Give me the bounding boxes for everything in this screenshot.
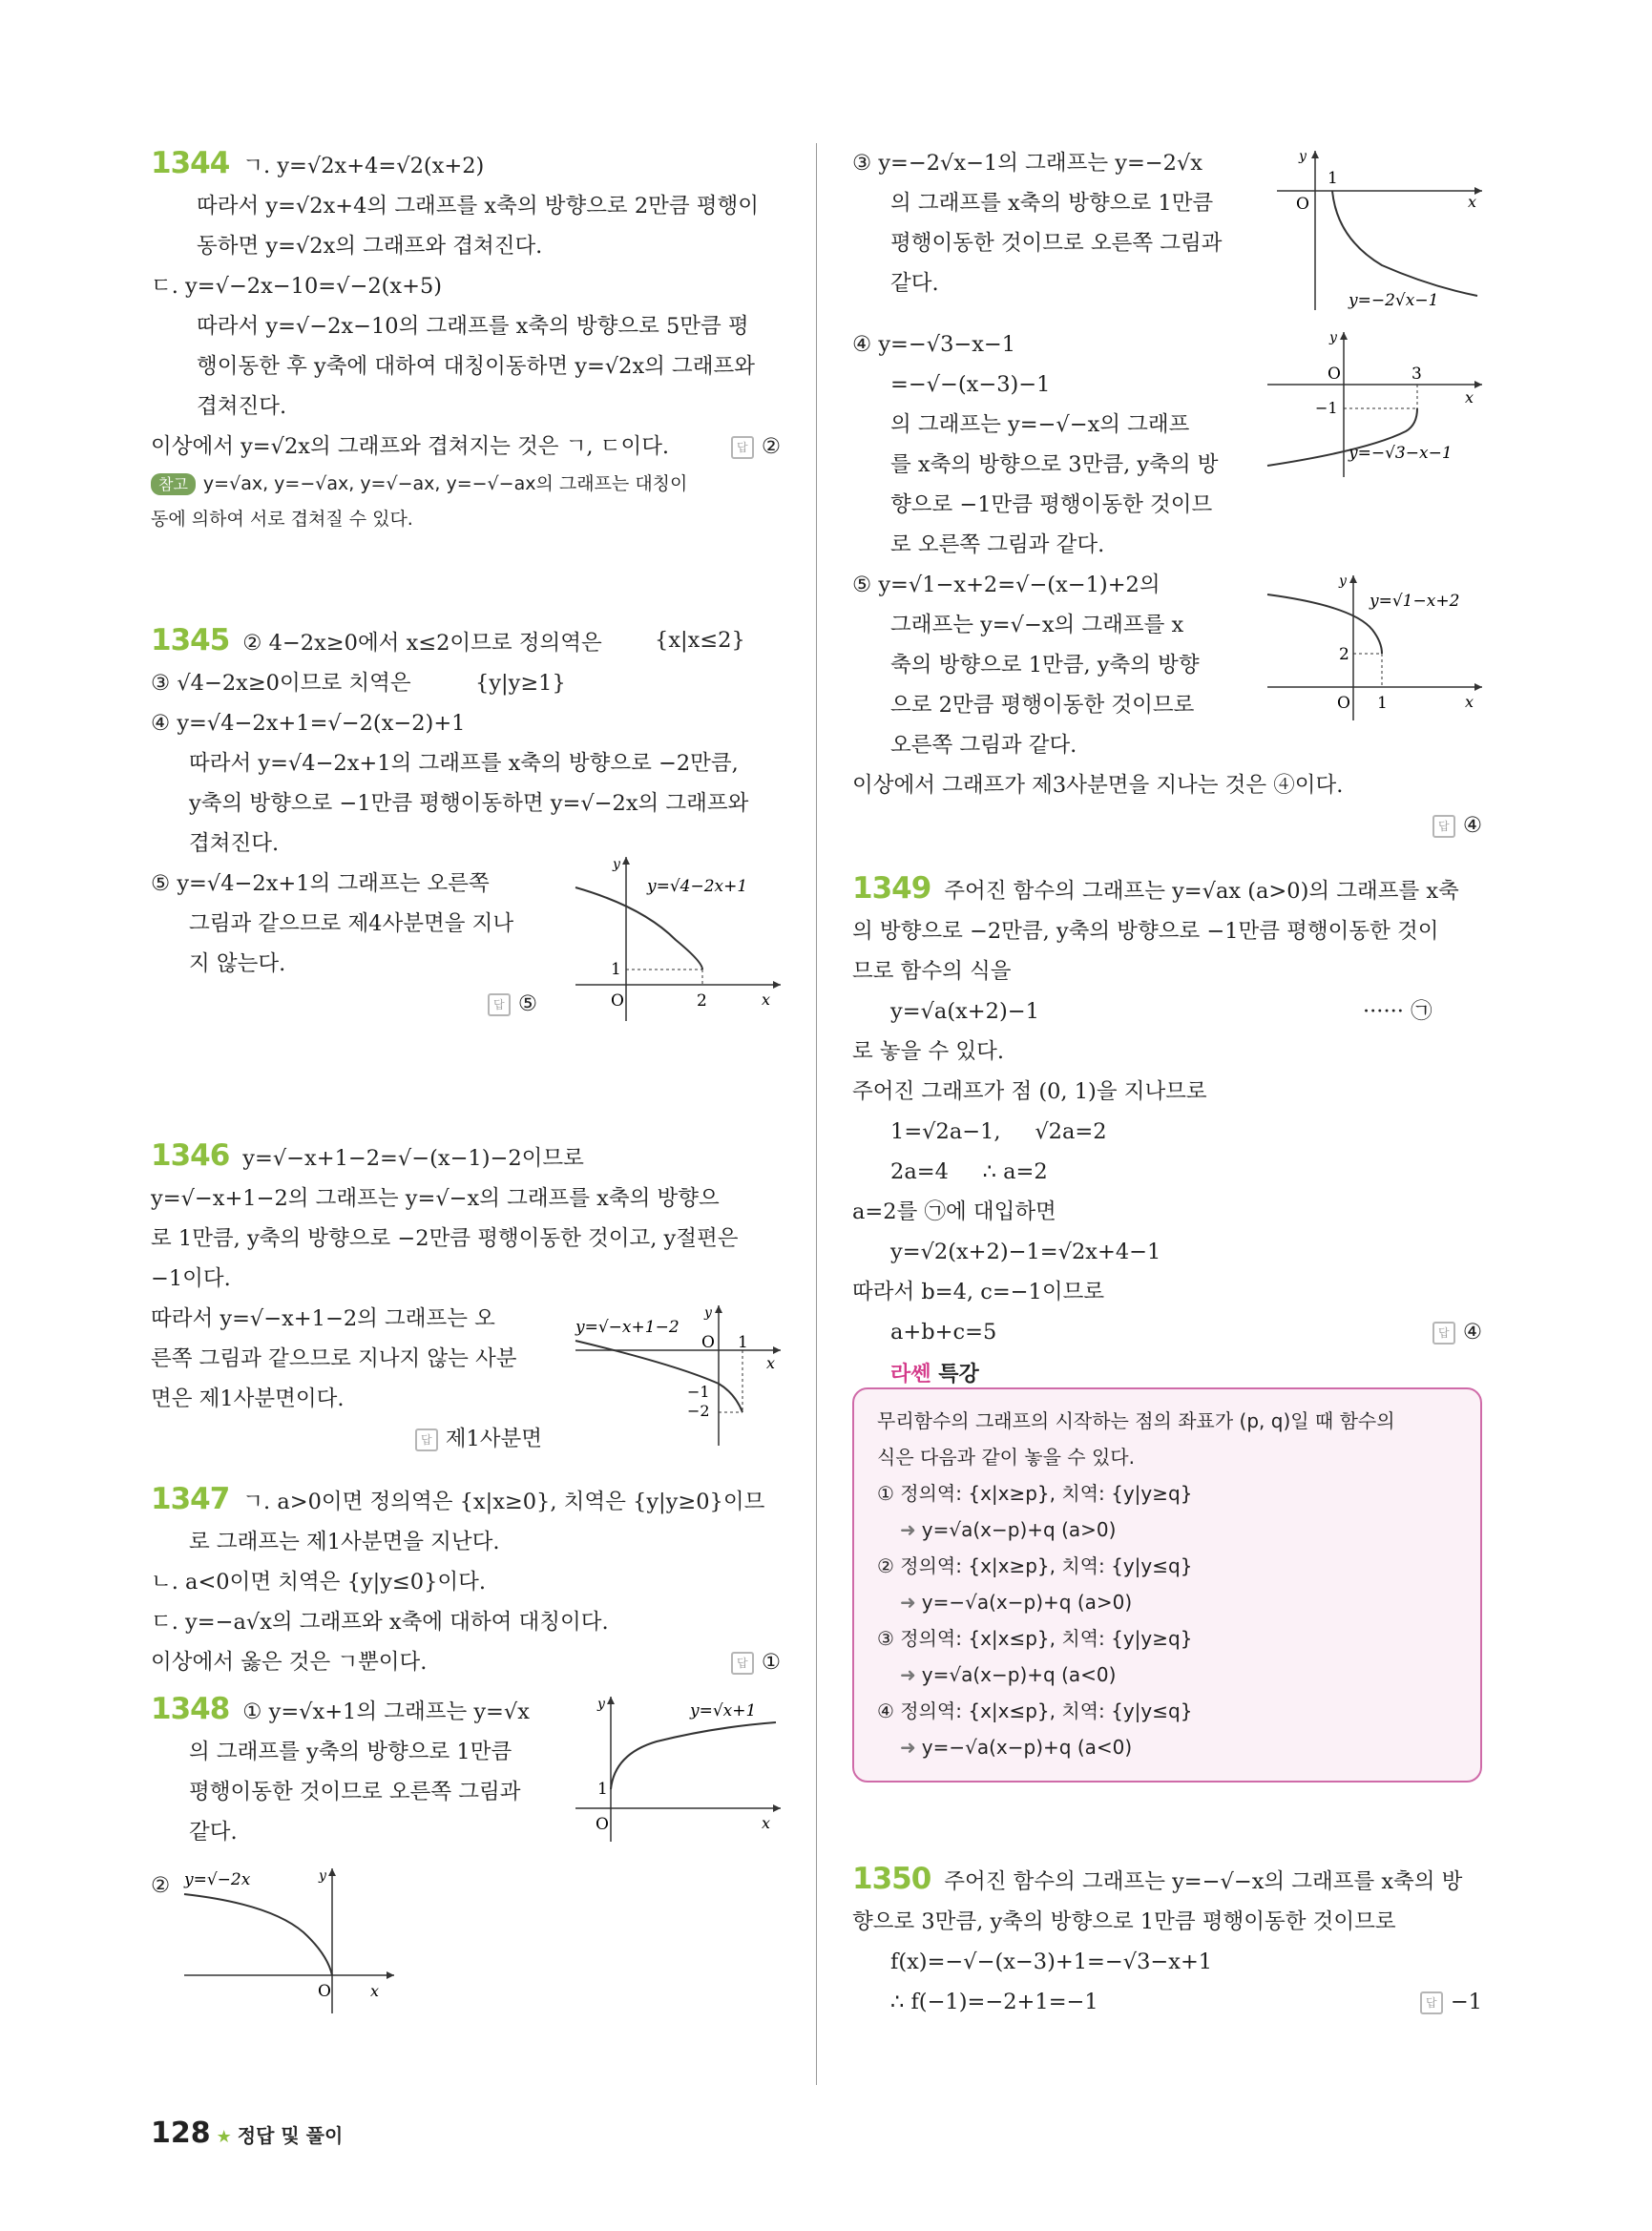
p1345-line7: ⑤ y=√4−2x+1의 그래프는 오른쪽 [151, 871, 490, 896]
problem-1349 [852, 868, 1482, 1352]
note-line1: y=√ax, y=−√ax, y=√−ax, y=−√−ax의 그래프는 대칭이 [202, 473, 688, 494]
column-divider [816, 143, 817, 2085]
p1346-line1 [151, 1136, 781, 1178]
problem-1350 [852, 1859, 1482, 2022]
p1346-line7: 면은 제1사분면이다. [151, 1387, 345, 1411]
tip-title-brand: 라쎈 [890, 1363, 931, 1387]
curve [184, 1894, 332, 1975]
p1349-text: 주어진 함수의 그래프는 y=√ax (a>0)의 그래프를 x축 [944, 879, 1459, 904]
y-axis-label: y [319, 1868, 326, 1884]
tip-formula-text: y=√a(x−p)+q (a>0) [921, 1518, 1117, 1541]
p1348-line3: 평행이동한 것이므로 오른쪽 그림과 [189, 1780, 521, 1804]
arrow-right-icon: ➜ [900, 1736, 916, 1759]
graph-1346 [571, 1298, 785, 1450]
p1344-line8 [151, 427, 781, 467]
p1348-i5-line4: 으로 2만큼 평행이동한 것이므로 [890, 693, 1195, 718]
p1349-line8: 2a=4 ∴ a=2 [890, 1159, 1048, 1184]
y-tick-label: −2 [687, 1402, 710, 1420]
x-arrow-icon [773, 1804, 781, 1812]
answer-mark [731, 1642, 781, 1682]
answer-value: ④ [1462, 1320, 1482, 1345]
tip-section [852, 1358, 1482, 1783]
x-arrow-icon [1474, 381, 1482, 388]
origin-label: O [1328, 365, 1341, 384]
tip-formula3 [877, 1657, 1457, 1693]
x-axis-label: x [762, 1814, 771, 1832]
p1344-line6: 행이동한 후 y축에 대하여 대칭이동하면 y=√2x의 그래프와 [197, 354, 755, 379]
p1346-line3: 로 1만큼, y축의 방향으로 −2만큼 평행이동한 것이고, y절편은 [151, 1226, 739, 1251]
tip-box [852, 1387, 1482, 1783]
y-tick-label: −1 [1315, 399, 1338, 417]
y-tick-label: 1 [611, 960, 621, 979]
p1346-line6: 른쪽 그림과 같으므로 지나지 않는 사분 [151, 1346, 517, 1371]
y-tick-label: 2 [1339, 645, 1349, 664]
arrow-right-icon: ➜ [900, 1663, 916, 1686]
p1348-i3-line3: 평행이동한 것이므로 오른쪽 그림과 [890, 231, 1223, 256]
note [151, 467, 781, 502]
tip-line1: 무리함수의 그래프의 시작하는 점의 좌표가 (p, q)일 때 함수의 [877, 1409, 1395, 1432]
answer-box-icon: 답 [731, 436, 754, 459]
x-axis-label: x [766, 1354, 776, 1372]
answer-value: ② [761, 434, 781, 459]
p1344-line7: 겹쳐진다. [197, 394, 287, 419]
curve-label: y=−2√x−1 [1349, 291, 1439, 310]
y-axis-label: y [704, 1305, 712, 1321]
p1345-range: {y|y≥1} [475, 671, 566, 696]
origin-label: O [611, 991, 624, 1011]
tip-title [890, 1358, 1482, 1387]
problem-number: 1347 [151, 1482, 230, 1516]
tip-formula-text: y=−√a(x−p)+q (a>0) [921, 1591, 1133, 1614]
right-column [852, 143, 1482, 2022]
p1349-line9: a=2를 ㉠에 대입하면 [852, 1199, 1056, 1224]
p1345-line8: 그림과 같으므로 제4사분면을 지나 [189, 911, 514, 936]
x-arrow-icon [387, 1971, 394, 1979]
y-arrow-icon [715, 1305, 722, 1313]
p1349-line1 [852, 868, 1482, 911]
p1348-i5-line1: ⑤ y=√1−x+2=√−(x−1)+2의 [852, 573, 1161, 597]
answer-box-icon: 답 [1432, 815, 1455, 838]
x-arrow-icon [773, 1346, 781, 1354]
page-footer [151, 2116, 343, 2150]
p1345-text: ② 4−2x≥0에서 x≤2이므로 정의역은 [242, 631, 602, 656]
p1349-line4 [852, 991, 1482, 1032]
note-line2: 동에 의하여 서로 겹쳐질 수 있다. [151, 509, 413, 530]
p1345-line3: ④ y=√4−2x+1=√−2(x−2)+1 [151, 711, 466, 736]
p1344-text: ㄱ. y=√2x+4=√2(x+2) [242, 154, 485, 178]
graph-1348-1 [571, 1689, 785, 1846]
p1349-line6: 주어진 그래프가 점 (0, 1)을 지나므로 [852, 1079, 1207, 1104]
x-arrow-icon [1474, 683, 1482, 691]
p1347-line3: ㄴ. a<0이면 치역은 {y|y≤0}이다. [151, 1570, 487, 1595]
p1349-line5: 로 놓을 수 있다. [852, 1039, 1005, 1064]
y-arrow-icon [1340, 332, 1348, 340]
p1344-line2: 따라서 y=√2x+4의 그래프를 x축의 방향으로 2만큼 평행이 [197, 194, 759, 219]
p1350-line3: f(x)=−√−(x−3)+1=−√3−x+1 [890, 1950, 1213, 1974]
answer-box-icon: 답 [415, 1428, 438, 1451]
curve [1267, 594, 1382, 654]
y-axis-label: y [1329, 330, 1337, 345]
y-axis-label: y [1299, 149, 1307, 164]
tip-case2: ② 정의역: {x|x≥p}, 치역: {y|y≤q} [877, 1554, 1193, 1577]
p1349-line11: 따라서 b=4, c=−1이므로 [852, 1280, 1105, 1304]
p1347-conclusion: 이상에서 옳은 것은 ㄱ뿐이다. [151, 1650, 428, 1675]
p1345-line9: 지 않는다. [189, 951, 286, 976]
left-column [151, 143, 781, 2033]
curve-label: y=√−2x [184, 1870, 251, 1889]
p1345-line6: 겹쳐진다. [189, 831, 280, 856]
p1348-i3-line4: 같다. [890, 271, 939, 296]
y-arrow-icon [1349, 575, 1357, 583]
graph-1348-4 [1263, 324, 1487, 482]
p1349-line3: 므로 함수의 식을 [852, 959, 1012, 984]
answer-value: ① [761, 1650, 781, 1675]
origin-label: O [1296, 195, 1309, 214]
p1348-i4-line4: 를 x축의 방향으로 3만큼, y축의 방 [890, 452, 1219, 477]
p1347-line5 [151, 1642, 781, 1682]
answer-mark [488, 984, 537, 1024]
tip-formula-text: y=−√a(x−p)+q (a<0) [921, 1736, 1133, 1759]
y-arrow-icon [607, 1697, 615, 1704]
curve-label: y=√−x+1−2 [575, 1318, 680, 1337]
p1348-line2: 의 그래프를 y축의 방향으로 1만큼 [189, 1740, 512, 1764]
p1348-i5-line2: 그래프는 y=√−x의 그래프를 x [890, 613, 1184, 637]
p1347-text: ㄱ. a>0이면 정의역은 {x|x≥0}, 치역은 {y|y≥0}이므 [242, 1490, 765, 1514]
graph-1348-3 [1272, 143, 1487, 315]
p1345-text2: ③ √4−2x≥0이므로 치역은 [151, 671, 411, 696]
p1348-i5-line5: 오른쪽 그림과 같다. [890, 733, 1077, 758]
note-badge: 참고 [151, 473, 196, 495]
p1348-i3-line1: ③ y=−2√x−1의 그래프는 y=−2√x [852, 151, 1202, 176]
p1348-i3-line2: 의 그래프를 x축의 방향으로 1만큼 [890, 191, 1214, 216]
p1346-line5: 따라서 y=√−x+1−2의 그래프는 오 [151, 1306, 495, 1331]
p1345-line2 [151, 663, 781, 703]
curve [1332, 191, 1477, 296]
p1350-line2: 향으로 3만큼, y축의 방향으로 1만큼 평행이동한 것이므로 [852, 1909, 1396, 1934]
p1348-i4-line2: =−√−(x−3)−1 [890, 372, 1051, 397]
p1344-line1 [151, 143, 781, 186]
y-tick-label: −1 [687, 1383, 710, 1401]
y-axis-label: y [597, 1697, 605, 1712]
origin-label: O [318, 1982, 331, 2001]
p1349-equation: y=√a(x+2)−1 [890, 999, 1039, 1024]
p1345-line5: y축의 방향으로 −1만큼 평행이동하면 y=√−2x의 그래프와 [189, 791, 749, 816]
p1344-conclusion: 이상에서 y=√2x의 그래프와 겹쳐지는 것은 ㄱ, ㄷ이다. [151, 434, 670, 459]
problem-1347 [151, 1479, 781, 1675]
tip-formula4 [877, 1729, 1457, 1765]
tip-formula-text: y=√a(x−p)+q (a<0) [921, 1663, 1117, 1686]
p1348-i5-line3: 축의 방향으로 1만큼, y축의 방향 [890, 653, 1200, 678]
problem-number: 1344 [151, 146, 230, 180]
answer-box-icon: 답 [731, 1652, 754, 1675]
p1348-i4-line1: ④ y=−√3−x−1 [852, 332, 1016, 357]
p1349-line7: 1=√2a−1, √2a=2 [890, 1119, 1107, 1144]
problem-1348 [151, 1689, 781, 2033]
answer-value: ④ [1462, 813, 1482, 838]
p1346-answer-line [151, 1419, 542, 1459]
star-icon: ★ [216, 2127, 232, 2147]
answer-box-icon: 답 [488, 993, 511, 1016]
x-tick-label: 3 [1412, 365, 1422, 384]
tip-formula1 [877, 1512, 1457, 1548]
footer-label: 정답 및 풀이 [237, 2124, 344, 2147]
x-axis-label: x [762, 990, 771, 1009]
p1350-line1 [852, 1859, 1482, 1902]
y-arrow-icon [622, 857, 630, 865]
problem-1345 [151, 620, 781, 1069]
p1345-domain: {x|x≤2} [655, 628, 745, 653]
graph-1348-2 [179, 1861, 399, 2018]
p1345-answer-line [151, 984, 537, 1024]
curve [575, 1341, 742, 1412]
curve-label: y=√4−2x+1 [647, 877, 748, 896]
p1346-line4: −1이다. [151, 1266, 231, 1291]
answer-value: −1 [1450, 1990, 1482, 2014]
problem-number: 1345 [151, 623, 230, 657]
curve [611, 1722, 776, 1789]
p1345-line4: 따라서 y=√4−2x+1의 그래프를 x축의 방향으로 −2만큼, [189, 751, 739, 776]
x-tick-label: 1 [738, 1333, 748, 1352]
p1344-line4: ㄷ. y=√−2x−10=√−2(x+5) [151, 274, 443, 299]
curve-label: y=−√3−x−1 [1349, 444, 1453, 463]
y-arrow-icon [328, 1868, 336, 1876]
answer-mark [731, 427, 781, 467]
x-axis-label: x [1465, 388, 1474, 407]
p1344-line3: 동하면 y=√2x의 그래프와 겹쳐진다. [197, 234, 543, 259]
p1347-line2: 로 그래프는 제1사분면을 지난다. [189, 1530, 500, 1554]
problem-1348-continued [852, 143, 1482, 859]
answer-mark [1420, 1982, 1482, 2022]
p1346-text: y=√−x+1−2=√−(x−1)−2이므로 [242, 1146, 584, 1171]
arrow-right-icon: ➜ [900, 1591, 916, 1614]
p1348-line5: ② [151, 1873, 171, 1898]
graph-1345 [571, 849, 785, 1026]
p1349-line10: y=√2(x+2)−1=√2x+4−1 [890, 1240, 1161, 1264]
p1348-line4: 같다. [189, 1820, 238, 1845]
answer-box-icon: 답 [1432, 1322, 1455, 1345]
x-arrow-icon [773, 981, 781, 989]
p1349-line2: 의 방향으로 −2만큼, y축의 방향으로 −1만큼 평행이동한 것이 [852, 919, 1439, 944]
p1349-result: a+b+c=5 [890, 1320, 997, 1345]
p1348-i4-line6: 로 오른쪽 그림과 같다. [890, 532, 1105, 557]
x-tick-label: 2 [697, 991, 707, 1011]
answer-value: 제1사분면 [445, 1427, 542, 1451]
p1347-line4: ㄷ. y=−a√x의 그래프와 x축에 대하여 대칭이다. [151, 1610, 609, 1635]
p1350-text: 주어진 함수의 그래프는 y=−√−x의 그래프를 x축의 방 [944, 1869, 1463, 1894]
p1346-line2: y=√−x+1−2의 그래프는 y=√−x의 그래프를 x축의 방향으 [151, 1186, 720, 1211]
problem-number: 1349 [852, 871, 931, 906]
answer-mark [415, 1419, 542, 1459]
answer-box-icon: 답 [1420, 1991, 1443, 2014]
origin-label: O [596, 1815, 609, 1834]
arrow-right-icon: ➜ [900, 1518, 916, 1541]
curve-label: y=√1−x+2 [1370, 592, 1460, 611]
tip-case3: ③ 정의역: {x|x≤p}, 치역: {y|y≥q} [877, 1627, 1193, 1650]
curve-label: y=√x+1 [690, 1701, 757, 1720]
p1349-line12 [852, 1312, 1482, 1352]
p1345-line1 [151, 620, 781, 663]
x-tick-label: 1 [1328, 169, 1338, 188]
p1350-result: ∴ f(−1)=−2+1=−1 [890, 1990, 1098, 2014]
problem-1344 [151, 143, 781, 534]
p1348-answer-line [852, 805, 1482, 845]
tip-case1: ① 정의역: {x|x≥p}, 치역: {y|y≥q} [877, 1482, 1193, 1505]
tip-title-text: 특강 [938, 1363, 979, 1387]
answer-value: ⑤ [517, 991, 537, 1016]
y-axis-label: y [613, 857, 620, 872]
x-axis-label: x [1465, 693, 1474, 711]
answer-mark [1432, 1312, 1482, 1352]
problem-number: 1346 [151, 1138, 230, 1173]
p1344-line5: 따라서 y=√−2x−10의 그래프를 x축의 방향으로 5만큼 평 [197, 314, 749, 339]
p1348-i4-line3: 의 그래프는 y=−√−x의 그래프 [890, 412, 1190, 437]
p1348-text: ① y=√x+1의 그래프는 y=√x [242, 1699, 530, 1724]
p1347-line1 [151, 1479, 781, 1522]
problem-number: 1348 [151, 1692, 230, 1726]
x-axis-label: x [1468, 193, 1477, 211]
origin-label: O [701, 1333, 715, 1352]
x-axis-label: x [370, 1982, 380, 2000]
problem-number: 1350 [852, 1862, 931, 1896]
y-axis-label: y [1339, 573, 1347, 589]
equation-tag: ······ ㉠ [1363, 999, 1432, 1024]
curve [575, 887, 702, 970]
problem-1346 [151, 1136, 781, 1460]
tip-formula2 [877, 1584, 1457, 1620]
origin-label: O [1337, 694, 1350, 713]
graph-1348-5 [1263, 568, 1487, 725]
y-arrow-icon [1311, 151, 1319, 158]
page-number: 128 [151, 2116, 211, 2150]
p1350-line4 [852, 1982, 1482, 2022]
p1348-conclusion: 이상에서 그래프가 제3사분면을 지나는 것은 ④이다. [852, 773, 1344, 798]
tip-line2: 식은 다음과 같이 놓을 수 있다. [877, 1446, 1135, 1469]
x-tick-label: 1 [1377, 694, 1388, 713]
p1348-i4-line5: 향으로 −1만큼 평행이동한 것이므 [890, 492, 1213, 517]
y-tick-label: 1 [597, 1780, 608, 1799]
tip-case4: ④ 정의역: {x|x≤p}, 치역: {y|y≤q} [877, 1699, 1193, 1722]
answer-mark [1432, 805, 1482, 845]
